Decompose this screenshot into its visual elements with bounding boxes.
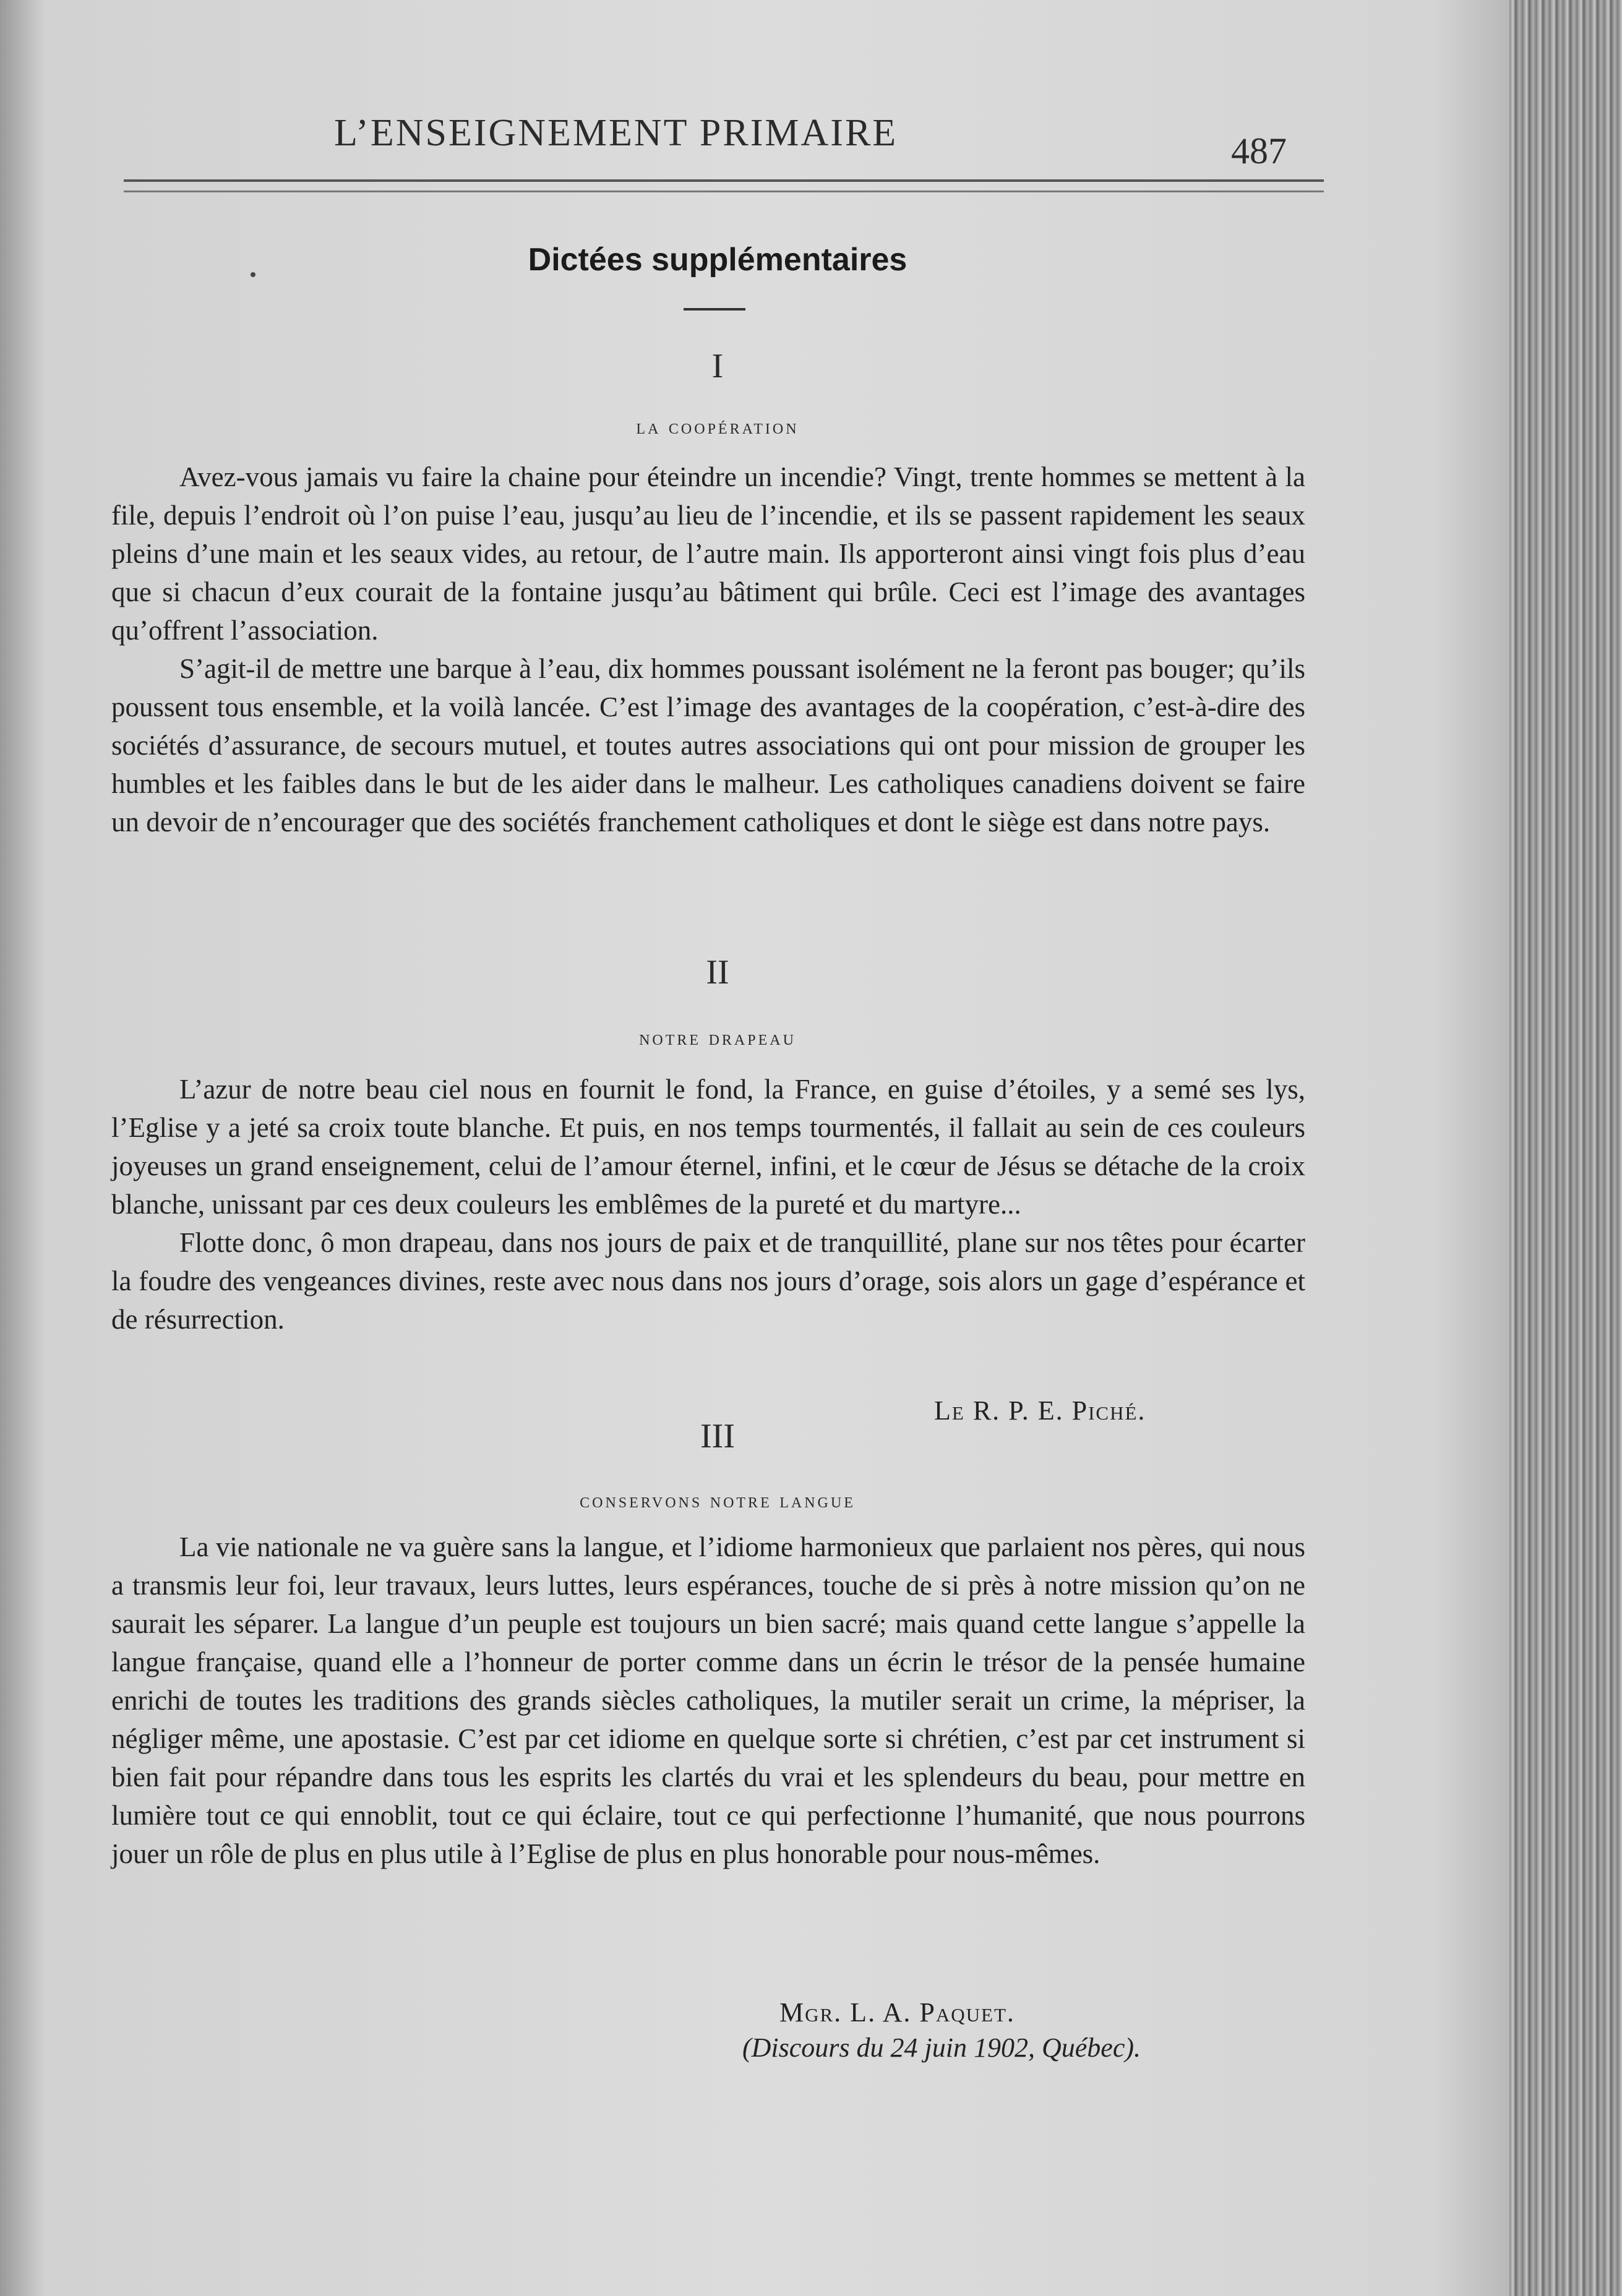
section-3-numeral: III — [700, 1417, 735, 1455]
header-rule — [124, 179, 1324, 192]
section-2-paragraph-2: Flotte donc, ô mon drapeau, dans nos jours de paix et de tranquillité, plane sur nos têtes pour écarter la foudre des vengeances divines, reste avec nous dans nos jours d’orage, sois alors un gage d’espérance et de résurrection. — [111, 1227, 1305, 1335]
book-page-edges — [1509, 0, 1622, 2296]
section-2-paragraph-1: L’azur de notre beau ciel nous en fournit le fond, la France, en guise d’étoiles, y a semé ses lys, l’Eglise y a jeté sa croix toute blanche. Et puis, en nos temps tourmentés, il fallait au sein de ces couleurs joyeuses un grand enseignement, celui de l’amour éternel, infini, et le cœur de Jésus se détache de la croix blanche, unissant par ces deux couleurs les emblêmes de la pureté et du martyre... — [111, 1074, 1305, 1220]
section-1-numeral: I — [711, 347, 724, 385]
section-3-title: conservons notre langue — [580, 1489, 856, 1512]
section-3-source: (Discours du 24 juin 1902, Québec). — [742, 2033, 1141, 2063]
page-number: 487 — [1231, 131, 1287, 171]
section-2-title: notre drapeau — [639, 1027, 796, 1050]
section-2-numeral: II — [706, 953, 729, 992]
running-title: L’ENSEIGNEMENT PRIMAIRE — [334, 112, 898, 154]
title-underline — [684, 308, 745, 311]
section-1-title: la coopération — [636, 416, 799, 439]
main-title: Dictées supplémentaires — [528, 242, 908, 278]
section-2-text — [111, 1070, 1305, 1339]
section-1-paragraph-2: S’agit-il de mettre une barque à l’eau, dix hommes poussant isolément ne la feront pas bouger; qu’ils poussent tous ensemble, et la voilà lancée. C’est l’image des avantages de la coopération, c’est-à-dire des sociétés d’assurance, de secours mutuel, et toutes autres associations qui ont pour mission de grouper les humbles et les faibles dans le but de les aider dans le malheur. Les catholiques canadiens doivent se faire un devoir de n’encourager que des sociétés franchement catholiques et dont le siège est dans notre pays. — [111, 653, 1305, 837]
section-1-text — [111, 458, 1305, 841]
section-2-signature: Le R. P. E. Piché. — [934, 1395, 1146, 1426]
section-3-signature: Mgr. L. A. Paquet. — [779, 1997, 1015, 2028]
section-1-paragraph-1: Avez-vous jamais vu faire la chaine pour éteindre un incendie? Vingt, trente hommes se mettent à la file, depuis l’endroit où l’on puise l’eau, jusqu’au lieu de l’incendie, et ils se passent rapidement les seaux pleins d’une main et les seaux vides, au retour, de l’autre main. Ils apporteront ainsi vingt fois plus d’eau que si chacun d’eux courait de la fontaine jusqu’au bâtiment qui brûle. Ceci est l’image des avantages qu’offrent l’association. — [111, 461, 1305, 646]
section-3-text — [111, 1528, 1305, 1873]
section-3-paragraph-1: La vie nationale ne va guère sans la langue, et l’idiome harmonieux que parlaient nos pères, qui nous a transmis leur foi, leur travaux, leurs luttes, leurs espérances, touche de si près à notre mission qu’on ne saurait les séparer. La langue d’un peuple est toujours un bien sacré; mais quand cette langue s’appelle la langue française, quand elle a l’honneur de porter comme dans un écrin le trésor de la pensée humaine enrichi de toutes les traditions des grands siècles catholiques, la mutiler serait un crime, la mépriser, la négliger même, une apostasie. C’est par cet idiome en quelque sorte si chrétien, c’est par cet instrument si bien fait pour répandre dans tous les esprits les clartés du vrai et les splendeurs du beau, pour mettre en lumière tout ce qui ennoblit, tout ce qui éclaire, tout ce qui perfectionne l’humanité, que nous pourrons jouer un rôle de plus en plus utile à l’Eglise de plus en plus honorable pour nous-mêmes. — [111, 1531, 1305, 1869]
